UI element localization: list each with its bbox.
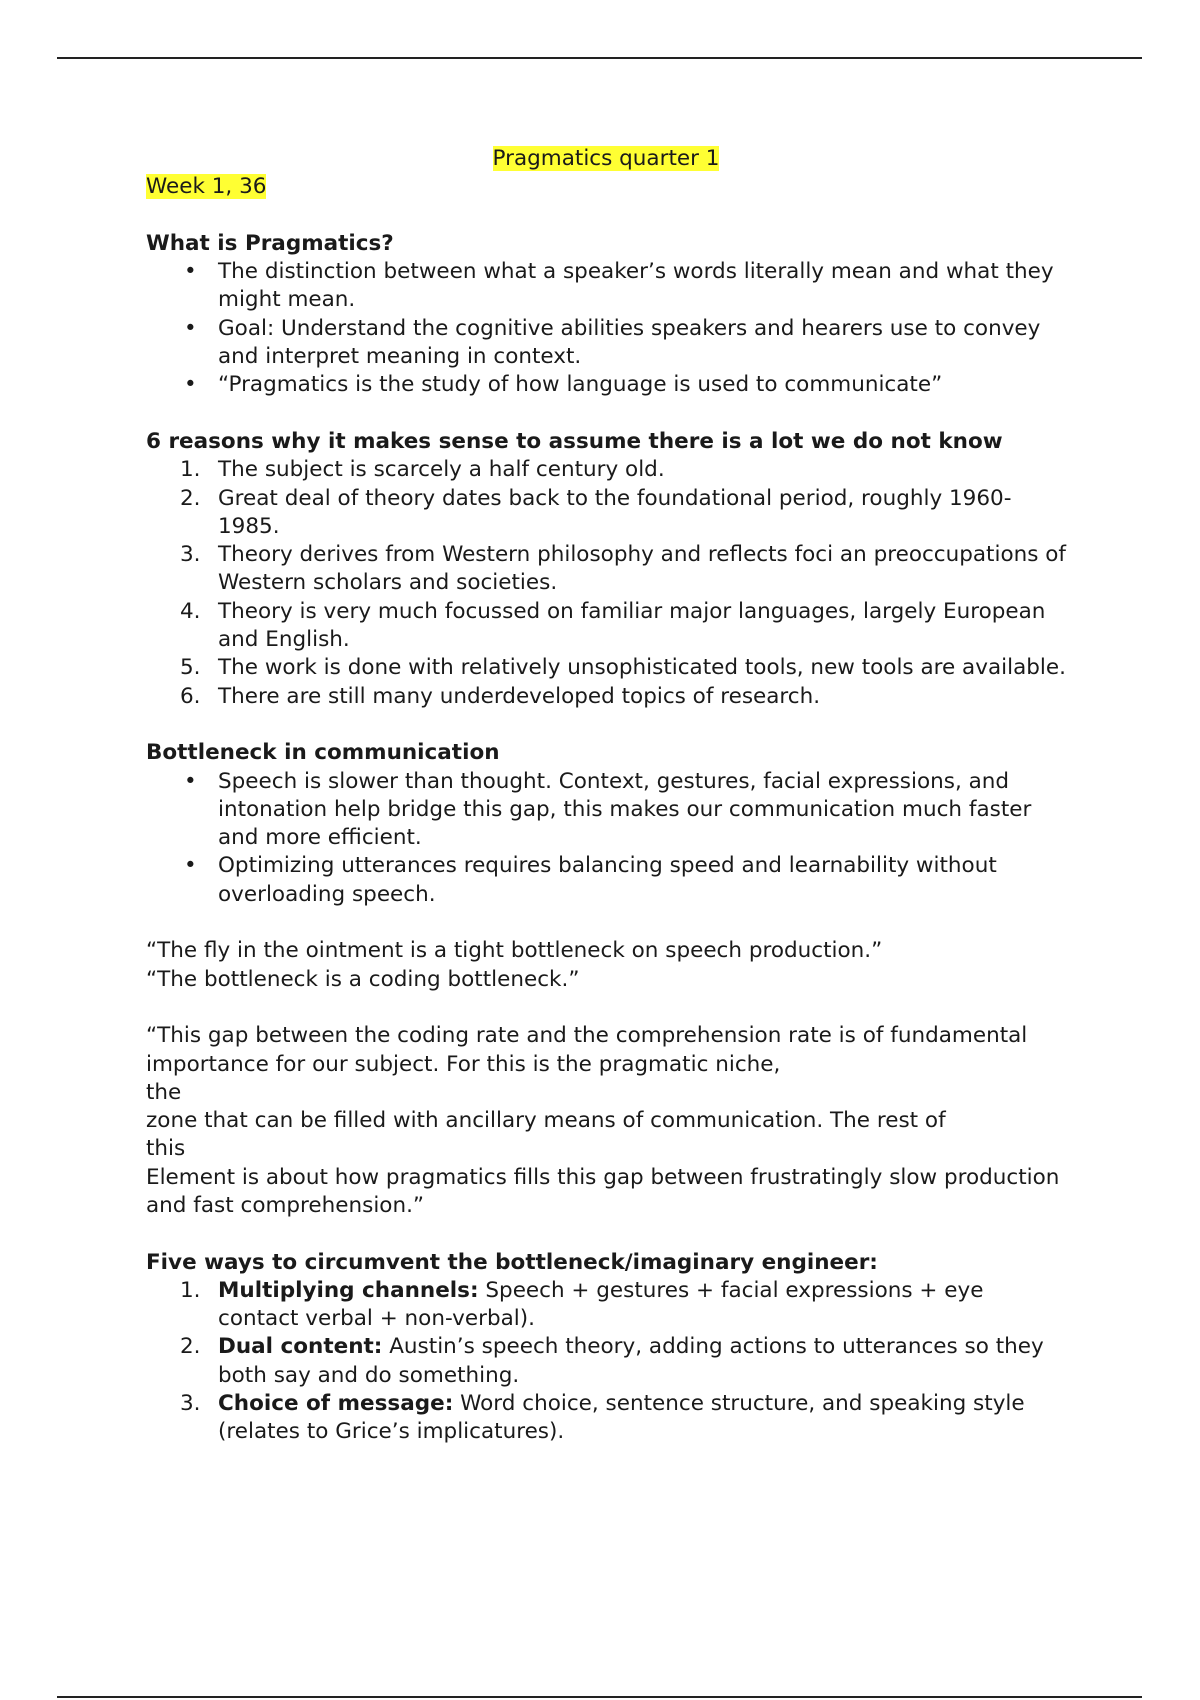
list-item-text: Theory derives from Western philosophy and reflects foci an preoccupations of Western scholars and societies. bbox=[218, 542, 1067, 596]
list-item-text: Great deal of theory dates back to the foundational period, roughly 1960-1985. bbox=[218, 485, 1012, 539]
bullet-list-pragmatics bbox=[146, 258, 1066, 399]
list-item bbox=[146, 1333, 1066, 1390]
list-item bbox=[146, 768, 1066, 853]
top-rule bbox=[57, 57, 1142, 59]
quote-line: “The fly in the ointment is a tight bottleneck on speech production.” bbox=[146, 938, 883, 964]
long-quote-line: this bbox=[146, 1136, 186, 1162]
bullet-list-bottleneck bbox=[146, 768, 1066, 909]
number-marker: 1. bbox=[180, 1277, 201, 1303]
long-quote-line: “This gap between the coding rate and the comprehension rate is of fundamental importance for our subject. For this is the pragmatic niche, bbox=[146, 1023, 1028, 1077]
number-marker: 3. bbox=[180, 542, 201, 568]
list-item-term: Dual content: bbox=[218, 1334, 383, 1360]
section-heading-six-reasons: 6 reasons why it makes sense to assume there is a lot we do not know bbox=[146, 428, 1003, 454]
numbered-list-five-ways bbox=[146, 1277, 1066, 1447]
list-item-text: The distinction between what a speaker’s words literally mean and what they might mean. bbox=[218, 259, 1054, 313]
list-item-text: There are still many underdeveloped topics of research. bbox=[218, 683, 821, 709]
list-item bbox=[146, 683, 1066, 711]
long-quote-line: the bbox=[146, 1079, 182, 1105]
list-item-text: The subject is scarcely a half century old. bbox=[218, 457, 665, 483]
number-marker: 2. bbox=[180, 1334, 201, 1360]
number-marker: 1. bbox=[180, 457, 201, 483]
list-item-text: Goal: Understand the cognitive abilities speakers and hearers use to convey and interpret meaning in context. bbox=[218, 315, 1041, 370]
week-label: Week 1, 36 bbox=[146, 174, 267, 200]
bullet-marker: • bbox=[184, 315, 197, 341]
bullet-marker: • bbox=[184, 768, 197, 794]
section-heading-five-ways: Five ways to circumvent the bottleneck/imaginary engineer: bbox=[146, 1249, 878, 1275]
list-item bbox=[146, 258, 1066, 315]
long-quote-line: Element is about how pragmatics fills this gap between frustratingly slow production and fast comprehension.” bbox=[146, 1164, 1060, 1218]
bottom-rule bbox=[57, 1696, 1142, 1698]
number-marker: 6. bbox=[180, 683, 201, 709]
list-item bbox=[146, 315, 1066, 372]
list-item-text: The work is done with relatively unsophisticated tools, new tools are available. bbox=[218, 655, 1066, 681]
document-title: Pragmatics quarter 1 bbox=[492, 146, 720, 171]
document-title-row bbox=[146, 145, 1066, 173]
document-page bbox=[146, 145, 1066, 1447]
list-item-text: Austin’s speech theory, adding actions to utterances so they both say and do something. bbox=[218, 1334, 1044, 1388]
list-item bbox=[146, 654, 1066, 682]
number-marker: 2. bbox=[180, 485, 201, 511]
list-item-text: “Pragmatics is the study of how language is used to communicate” bbox=[218, 372, 943, 398]
list-item bbox=[146, 541, 1066, 598]
list-item-text: Optimizing utterances requires balancing speed and learnability without overloading speech. bbox=[218, 853, 997, 907]
list-item-term: Multiplying channels: bbox=[218, 1277, 479, 1303]
list-item-text: Speech is slower than thought. Context, gestures, facial expressions, and intonation help bridge this gap, this makes our communication much faster and more efficient. bbox=[218, 768, 1032, 851]
list-item-text: Word choice, sentence structure, and speaking style (relates to Grice’s implicatures). bbox=[218, 1391, 1025, 1445]
list-item bbox=[146, 371, 1066, 399]
list-item-text: Speech + gestures + facial expressions + eye contact verbal + non-verbal). bbox=[218, 1277, 984, 1332]
quote-line: “The bottleneck is a coding bottleneck.” bbox=[146, 966, 580, 992]
list-item bbox=[146, 485, 1066, 542]
bullet-marker: • bbox=[184, 853, 197, 879]
list-item bbox=[146, 456, 1066, 484]
list-item bbox=[146, 1277, 1066, 1334]
numbered-list-reasons bbox=[146, 456, 1066, 711]
week-label-row bbox=[146, 173, 1066, 201]
list-item bbox=[146, 852, 1066, 909]
list-item bbox=[146, 1390, 1066, 1447]
list-item bbox=[146, 598, 1066, 655]
number-marker: 5. bbox=[180, 655, 201, 681]
list-item-text: Theory is very much focussed on familiar major languages, largely European and English. bbox=[218, 598, 1046, 653]
list-item-term: Choice of message: bbox=[218, 1391, 454, 1417]
section-heading-bottleneck: Bottleneck in communication bbox=[146, 740, 500, 766]
long-quote-line: zone that can be filled with ancillary means of communication. The rest of bbox=[146, 1108, 946, 1134]
section-heading-what-is-pragmatics: What is Pragmatics? bbox=[146, 230, 394, 256]
bullet-marker: • bbox=[184, 259, 197, 285]
number-marker: 3. bbox=[180, 1391, 201, 1417]
bullet-marker: • bbox=[184, 372, 197, 398]
number-marker: 4. bbox=[180, 598, 201, 624]
